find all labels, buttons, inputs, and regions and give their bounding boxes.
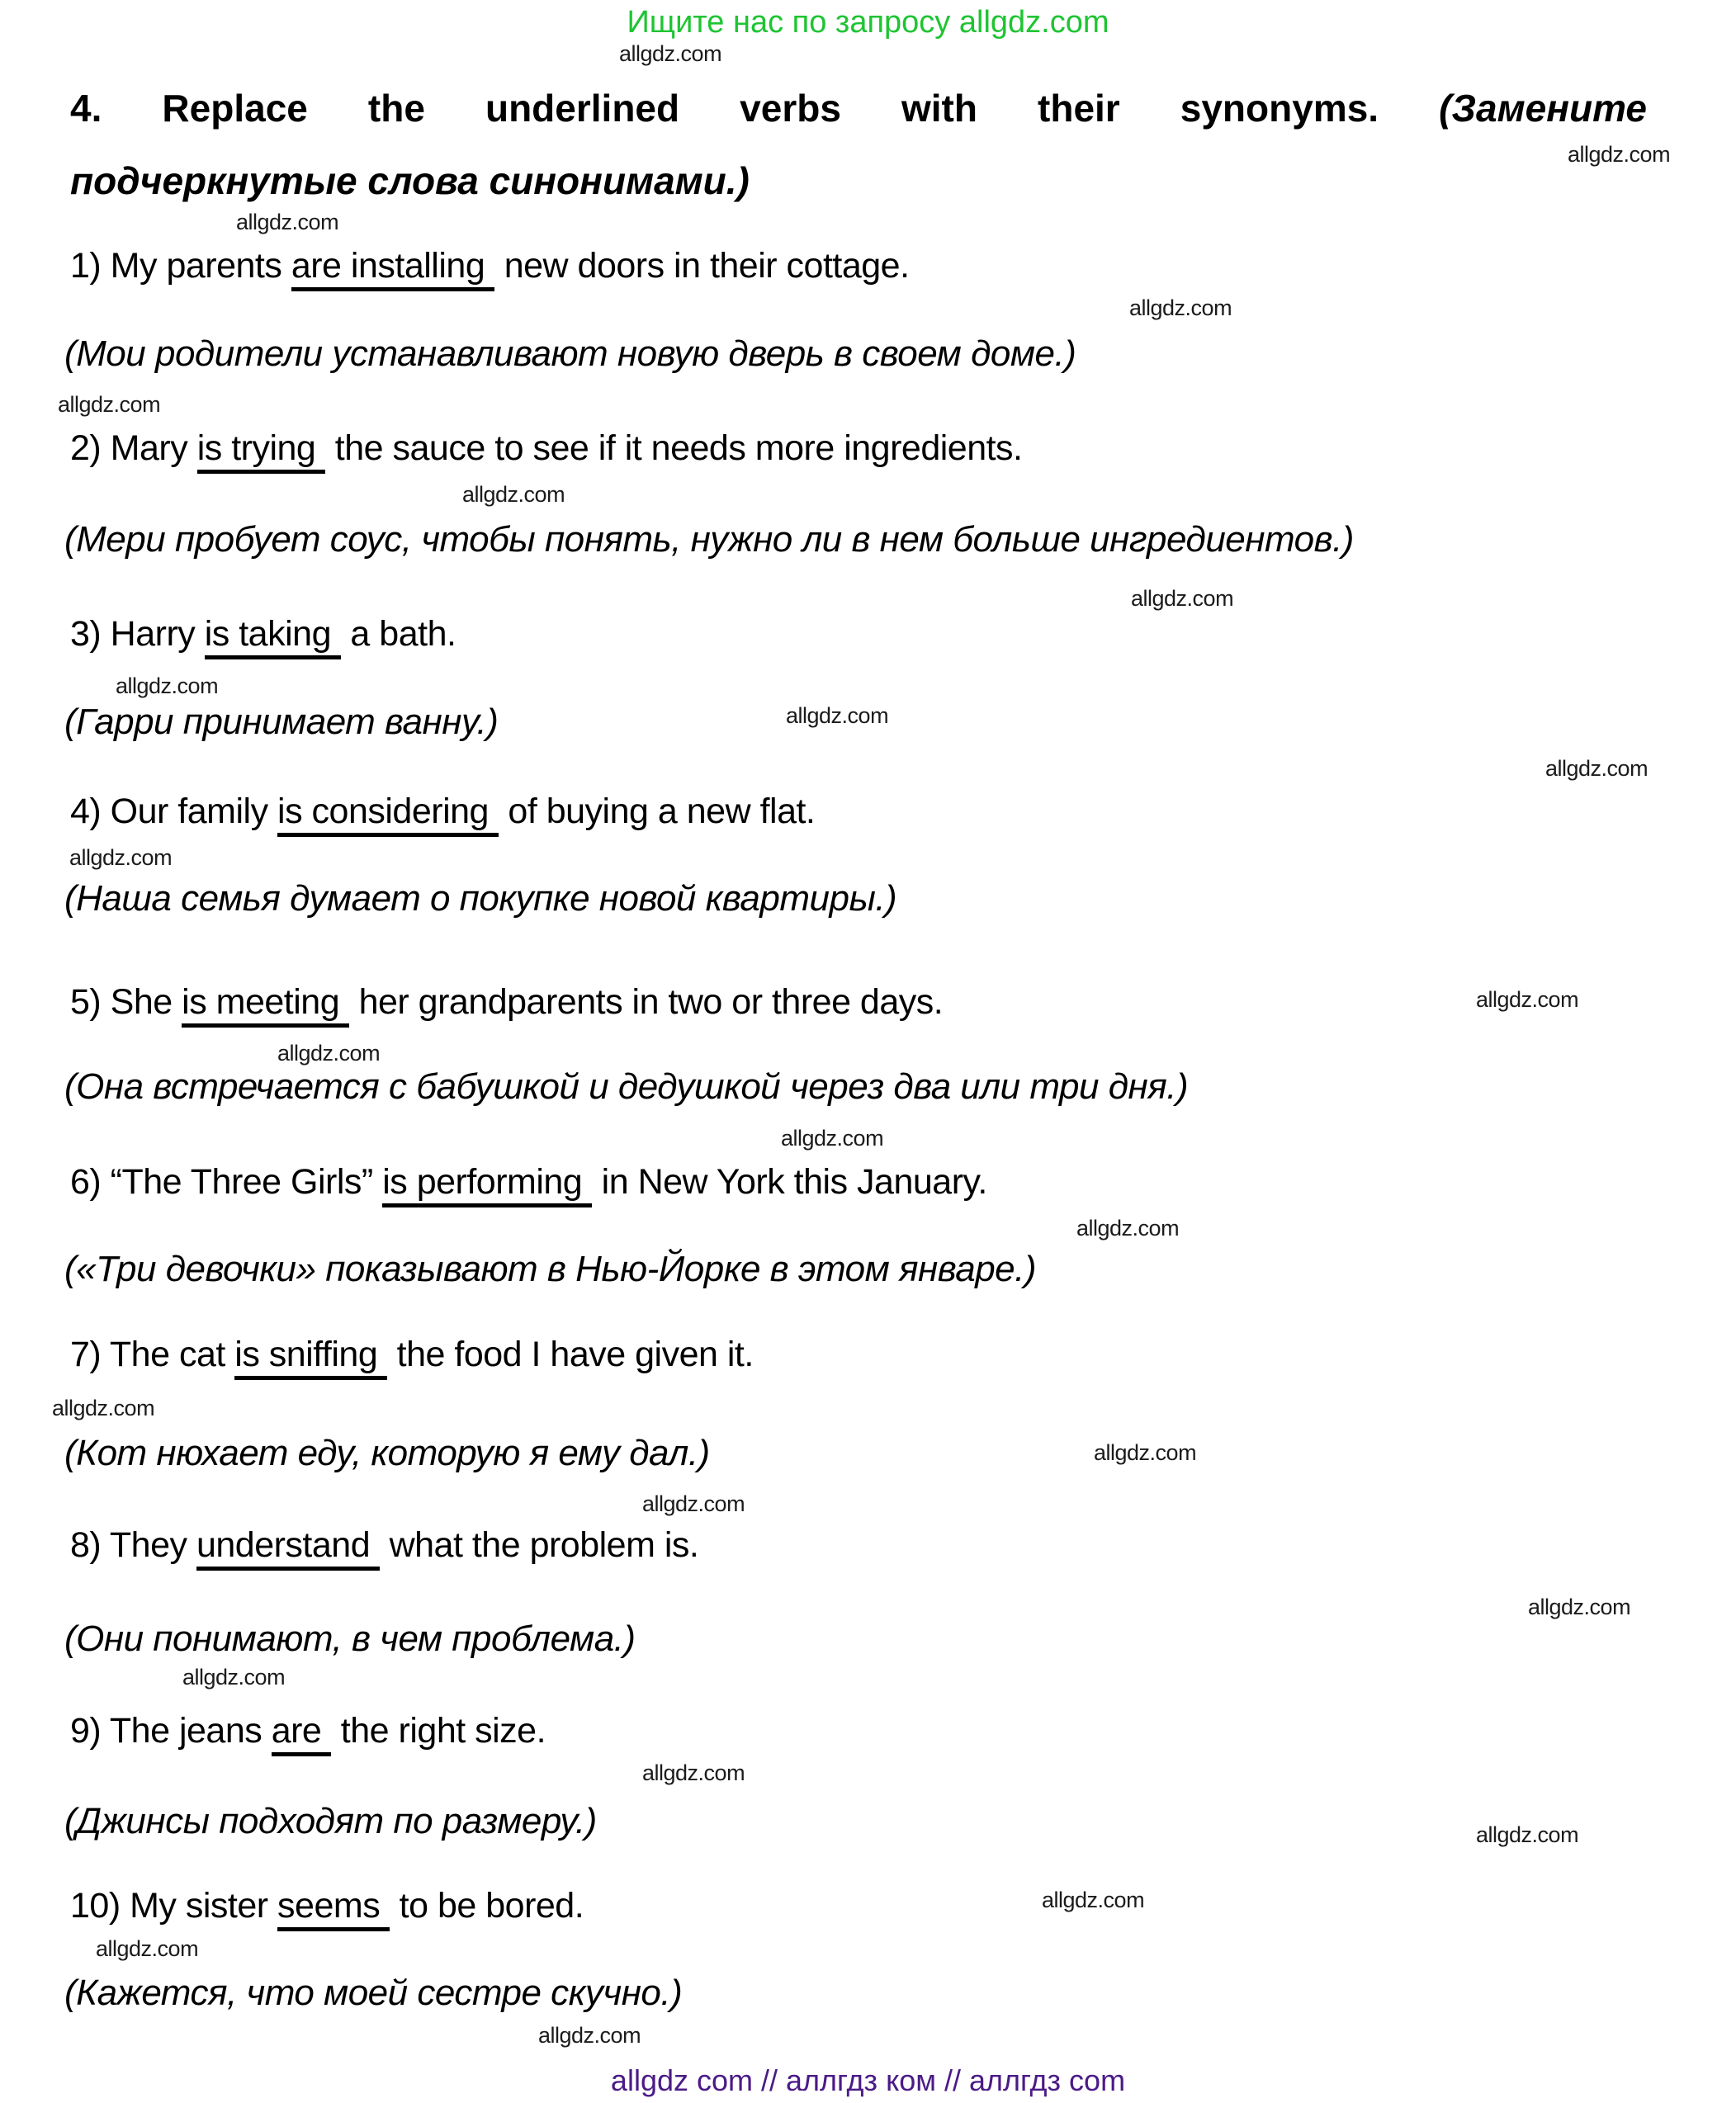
watermark: allgdz.com: [781, 1126, 884, 1151]
sentence-1-pre: 1) My parents: [70, 246, 291, 286]
translation-9: (Джинсы подходят по размеру.): [64, 1801, 597, 1841]
sentence-3: [70, 614, 456, 655]
watermark: allgdz.com: [69, 845, 173, 870]
sentence-1: [70, 246, 910, 286]
watermark: allgdz.com: [1042, 1888, 1145, 1912]
sentence-2-post: the sauce to see if it needs more ingredients.: [325, 428, 1023, 468]
watermark: allgdz.com: [1129, 295, 1232, 320]
sentence-4-underlined-verb: is considering: [277, 792, 499, 837]
sentence-6-post: in New York this January.: [592, 1162, 987, 1202]
sentence-2-pre: 2) Mary: [70, 428, 197, 468]
sentence-1-post: new doors in their cottage.: [494, 246, 910, 286]
sentence-8-underlined-verb: understand: [196, 1525, 380, 1571]
sentence-4: [70, 792, 815, 832]
sentence-7-post: the food I have given it.: [387, 1335, 754, 1374]
watermark: allgdz.com: [1076, 1216, 1180, 1241]
sentence-7-pre: 7) The cat: [70, 1335, 235, 1374]
sentence-9-pre: 9) The jeans: [70, 1711, 272, 1751]
sentence-6-underlined-verb: is performing: [382, 1162, 592, 1207]
sentence-3-underlined-verb: is taking: [205, 614, 341, 659]
sentence-3-post: a bath.: [340, 614, 456, 654]
exercise-title-line1: [70, 86, 1647, 130]
watermark: allgdz.com: [642, 1760, 745, 1785]
watermark: allgdz.com: [1131, 586, 1234, 611]
translation-3: (Гарри принимает ванну.): [64, 702, 499, 742]
watermark: allgdz.com: [1545, 756, 1648, 781]
watermark: allgdz.com: [277, 1041, 381, 1066]
sentence-8-post: what the problem is.: [380, 1525, 699, 1565]
sentence-5-pre: 5) She: [70, 982, 182, 1022]
sentence-2-underlined-verb: is trying: [197, 428, 326, 474]
sentence-6-pre: 6) “The Three Girls”: [70, 1162, 383, 1202]
sentence-10: [70, 1886, 584, 1926]
translation-10: (Кажется, что моей сестре скучно.): [64, 1973, 683, 2013]
sentence-7-underlined-verb: is sniffing: [234, 1335, 387, 1380]
watermark: allgdz.com: [1476, 987, 1579, 1012]
sentence-7: [70, 1335, 754, 1375]
sentence-10-underlined-verb: seems: [277, 1886, 390, 1931]
translation-2: (Мери пробует соус, чтобы понять, нужно ли в нем больше ингредиентов.): [64, 519, 1354, 560]
watermark: allgdz.com: [786, 703, 889, 728]
watermark: allgdz.com: [1568, 142, 1671, 167]
watermark: allgdz.com: [58, 392, 161, 417]
sentence-4-post: of buying a new flat.: [498, 792, 816, 831]
watermark: allgdz.com: [116, 673, 219, 698]
title-english-part: 4. Replace the underlined verbs with their synonyms.: [70, 87, 1379, 130]
sentence-6: [70, 1162, 987, 1203]
sentence-8: [70, 1525, 698, 1566]
footer-links: allgdz com // аллгдз ком // аллгдз com: [610, 2063, 1126, 2097]
watermark: allgdz.com: [1476, 1822, 1579, 1847]
exercise-title-line2: подчеркнутые слова синонимами.): [70, 159, 750, 202]
watermark: allgdz.com: [236, 210, 339, 234]
title-russian-part: (Замените: [1439, 87, 1647, 130]
sentence-5-post: her grandparents in two or three days.: [349, 982, 944, 1022]
watermark: allgdz.com: [462, 482, 565, 507]
watermark: allgdz.com: [52, 1396, 155, 1420]
watermark: allgdz.com: [1528, 1595, 1631, 1619]
translation-1: (Мои родители устанавливают новую дверь в своем доме.): [64, 333, 1076, 374]
sentence-5-underlined-verb: is meeting: [182, 982, 349, 1028]
green-search-banner: Ищите нас по запросу allgdz.com: [627, 5, 1109, 40]
sentence-8-pre: 8) They: [70, 1525, 196, 1565]
sentence-1-underlined-verb: are installing: [291, 246, 494, 291]
sentence-2: [70, 428, 1023, 469]
watermark: allgdz.com: [619, 41, 722, 66]
sentence-9-post: the right size.: [331, 1711, 546, 1751]
translation-8: (Они понимают, в чем проблема.): [64, 1619, 636, 1659]
watermark: allgdz.com: [96, 1936, 199, 1961]
watermark: allgdz.com: [1094, 1440, 1197, 1465]
sentence-9: [70, 1711, 546, 1751]
sentence-9-underlined-verb: are: [272, 1711, 332, 1756]
translation-6: («Три девочки» показывают в Нью-Йорке в этом январе.): [64, 1249, 1037, 1289]
watermark: allgdz.com: [182, 1665, 286, 1689]
translation-7: (Кот нюхает еду, которую я ему дал.): [64, 1433, 710, 1473]
sentence-5: [70, 982, 943, 1023]
watermark: allgdz.com: [538, 2023, 641, 2048]
sentence-10-post: to be bored.: [390, 1886, 584, 1926]
sentence-3-pre: 3) Harry: [70, 614, 205, 654]
sentence-10-pre: 10) My sister: [70, 1886, 278, 1926]
translation-5: (Она встречается с бабушкой и дедушкой через два или три дня.): [64, 1066, 1189, 1107]
watermark: allgdz.com: [642, 1491, 745, 1516]
sentence-4-pre: 4) Our family: [70, 792, 278, 831]
translation-4: (Наша семья думает о покупке новой квартиры.): [64, 878, 897, 919]
